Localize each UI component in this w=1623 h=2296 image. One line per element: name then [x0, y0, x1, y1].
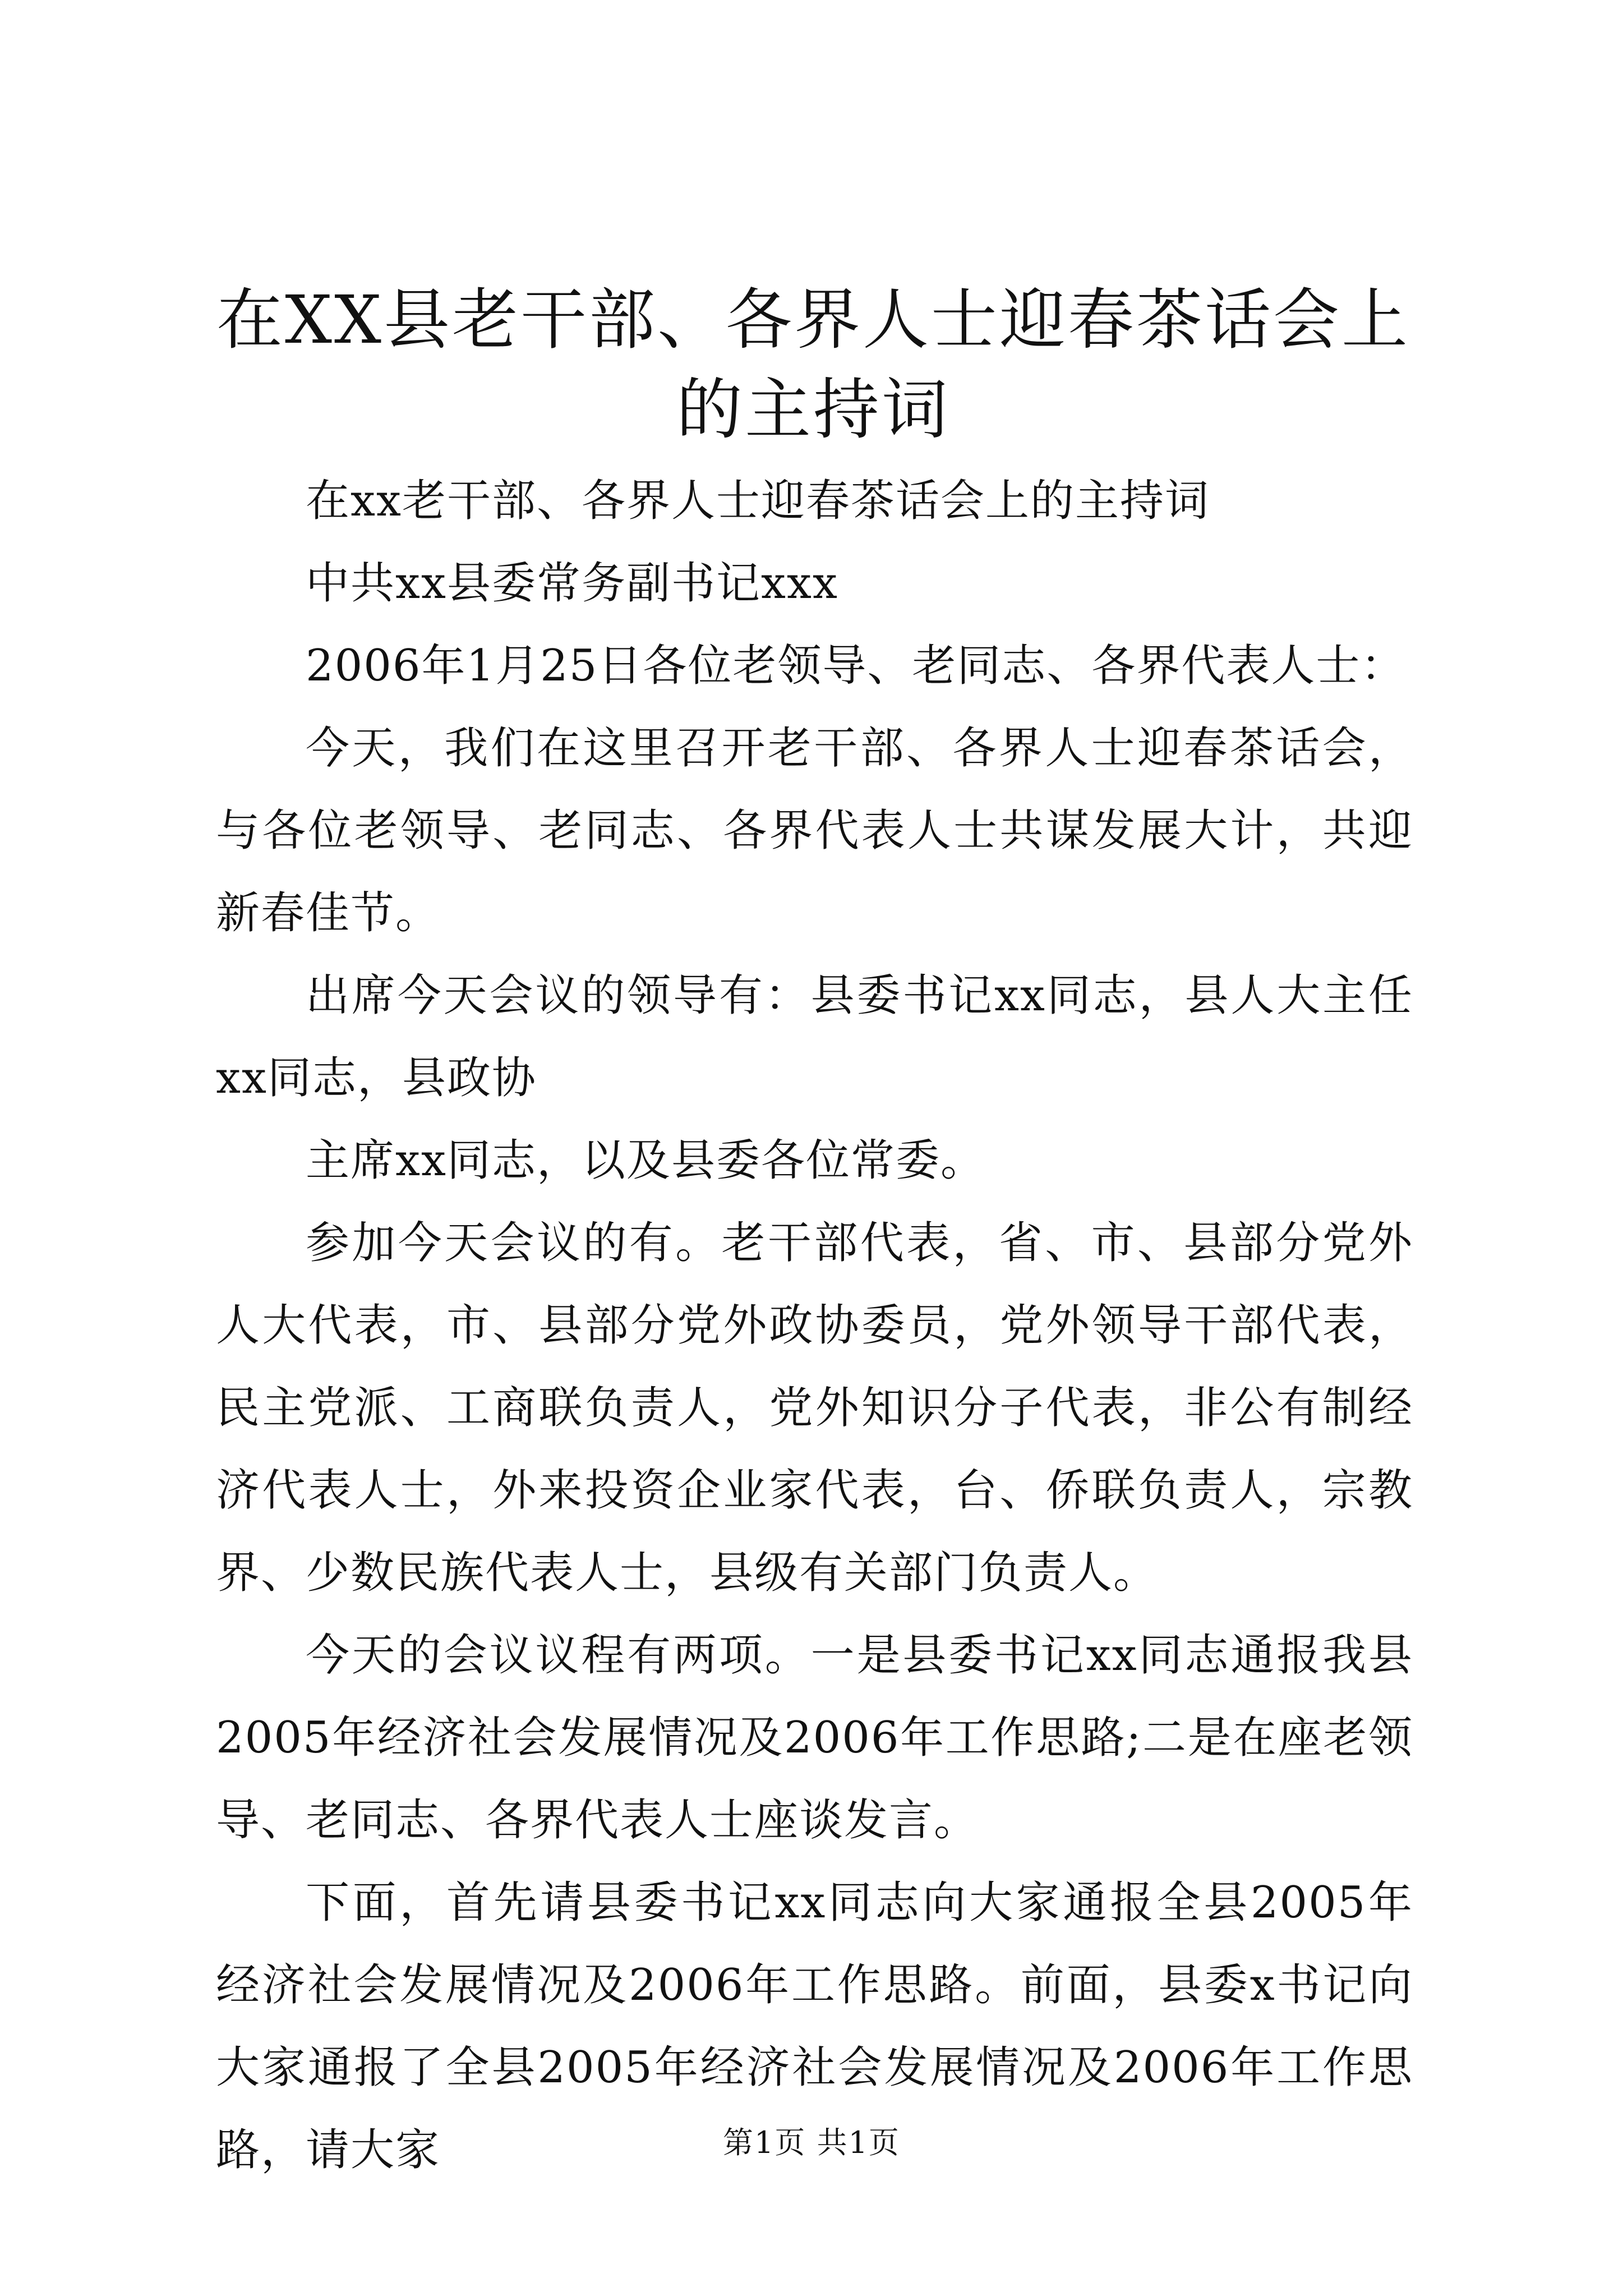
paragraph: 今天，我们在这里召开老干部、各界人士迎春茶话会，与各位老领导、老同志、各界代表人士共谋发展大计，共迎新春佳节。: [216, 723, 1413, 938]
document-title: 在XX县老干部、各界人士迎春茶话会上的主持词: [216, 281, 1410, 448]
page-footer: 第1页 共1页: [723, 2125, 900, 2160]
paragraph-date-greeting: 2006年1月25日各位老领导、老同志、各界代表人士：: [306, 641, 1406, 691]
paragraph: 主席xx同志，以及县委各位常委。: [306, 1135, 985, 1186]
paragraph: 下面，首先请县委书记xx同志向大家通报全县2005年经济社会发展情况及2006年工作思路。前面，县委x书记向大家通报了全县2005年经济社会发展情况及2006年工作思路，请大家: [216, 1878, 1413, 2175]
paragraph: 今天的会议议程有两项。一是县委书记xx同志通报我县2005年经济社会发展情况及2006年工作思路;二是在座老领导、老同志、各界代表人士座谈发言。: [216, 1630, 1413, 1846]
paragraph: 参加今天会议的有。老干部代表，省、市、县部分党外人大代表，市、县部分党外政协委员，党外领导干部代表，民主党派、工商联负责人，党外知识分子代表，非公有制经济代表人士，外来投资企业家代表，台、侨联负责人，宗教界、少数民族代表人士，县级有关部门负责人。: [216, 1218, 1413, 1598]
paragraph-author: 中共xx县委常务副书记xxx: [306, 558, 838, 609]
paragraph-subtitle: 在xx老干部、各界人士迎春茶话会上的主持词: [306, 476, 1210, 526]
document-body: [216, 460, 1413, 2192]
paragraph: 出席今天会议的领导有：县委书记xx同志，县人大主任xx同志，县政协: [216, 970, 1413, 1103]
